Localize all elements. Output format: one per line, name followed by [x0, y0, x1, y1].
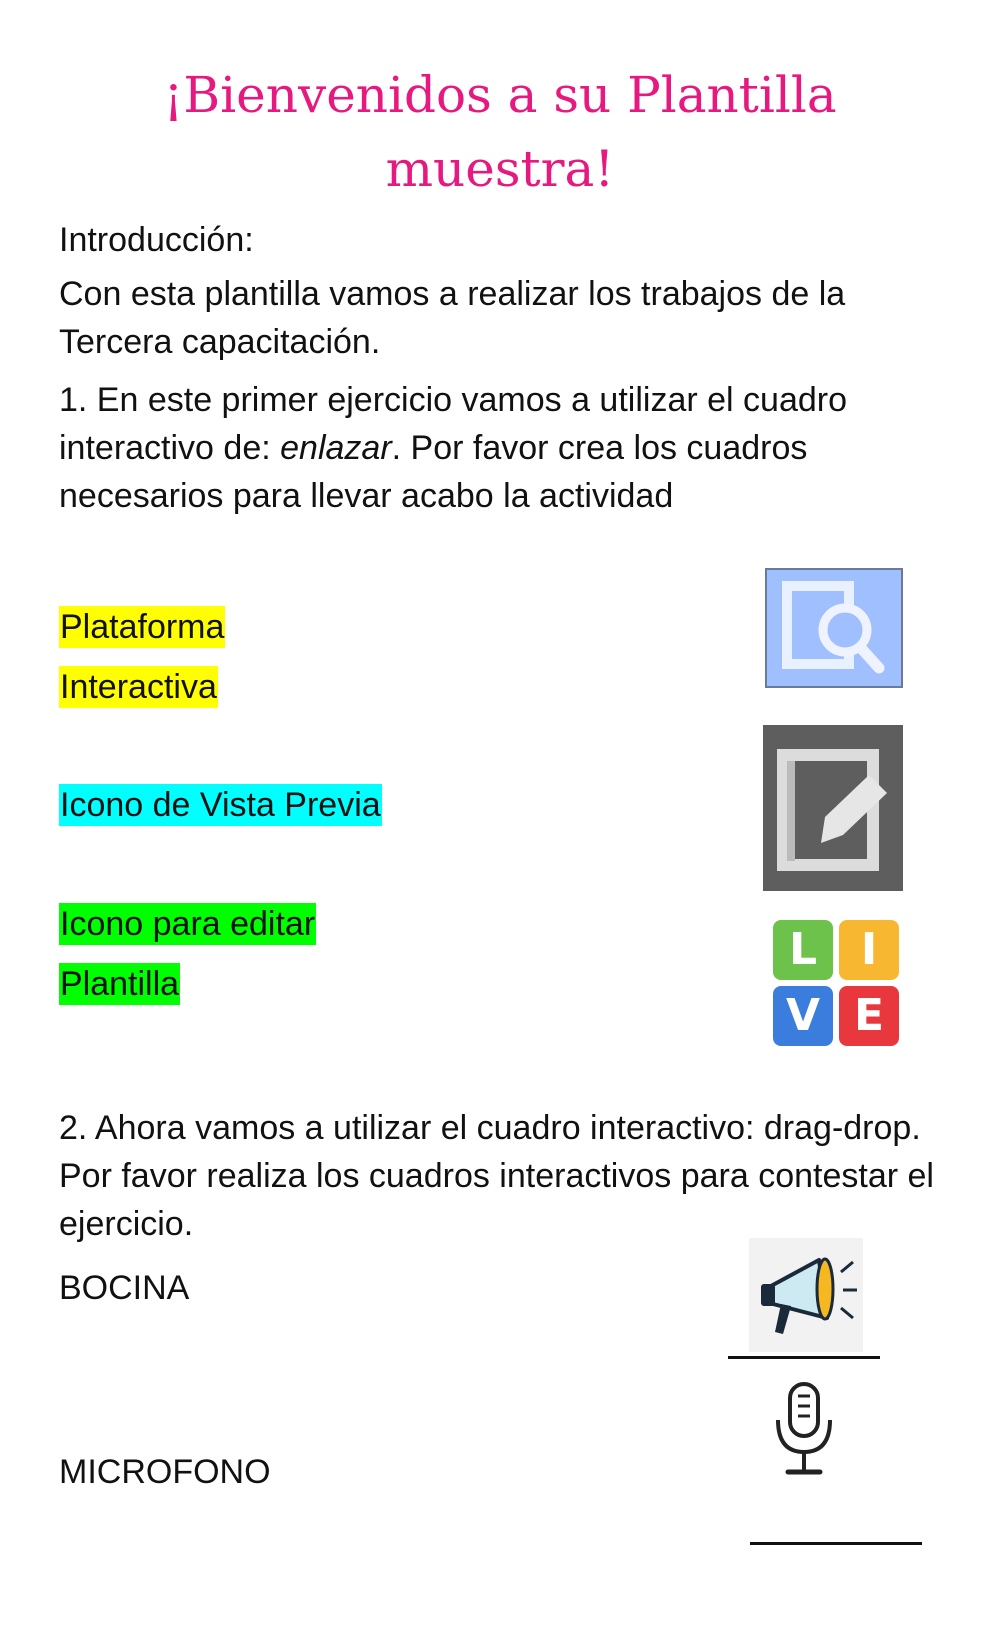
exercise2-instructions: 2. Ahora vamos a utilizar el cuadro interactivo: drag-drop. Por favor realiza los cuadros interactivos para contestar el ejercicio. — [59, 1109, 934, 1243]
megaphone-icon — [749, 1238, 863, 1352]
match-item-label: Icono de Vista Previa — [60, 786, 381, 824]
live-logo-icon[interactable] — [773, 920, 903, 1048]
drag-item-microfono[interactable]: MICROFONO — [59, 1453, 271, 1491]
exercise1-text-before: 1. En este primer ejercicio vamos a utilizar el cuadro interactivo de: — [59, 381, 847, 467]
live-tile-i: I — [839, 920, 899, 980]
page-title — [0, 58, 1000, 206]
match-item-label: Plantilla — [60, 965, 180, 1003]
live-tile-l: L — [773, 920, 833, 980]
edit-pencil-icon[interactable] — [763, 725, 903, 891]
intro-text: Con esta plantilla vamos a realizar los trabajos de la Tercera capacitación. — [59, 275, 846, 361]
live-tile-v: V — [773, 986, 833, 1046]
match-item-label: Interactiva — [60, 668, 217, 706]
microphone-icon — [768, 1380, 840, 1480]
title-line-2: muestra! — [385, 140, 615, 198]
live-tile-e: E — [839, 986, 899, 1046]
intro-label: Introducción: — [59, 221, 254, 259]
title-line-1: ¡Bienvenidos a su Plantilla — [163, 66, 837, 124]
exercise1-emphasis: enlazar — [280, 429, 392, 467]
exercise1-instructions — [59, 376, 939, 520]
preview-search-icon[interactable] — [765, 568, 903, 688]
drop-target-line-2[interactable] — [750, 1542, 922, 1545]
exercise1-text-after: . Por favor crea los cuadros necesarios para llevar acabo la actividad — [59, 429, 808, 515]
drag-item-bocina[interactable]: BOCINA — [59, 1269, 190, 1307]
match-item-label: Plataforma — [60, 608, 225, 646]
match-item-label: Icono para editar — [60, 905, 316, 943]
drop-target-line-1[interactable] — [728, 1356, 880, 1359]
